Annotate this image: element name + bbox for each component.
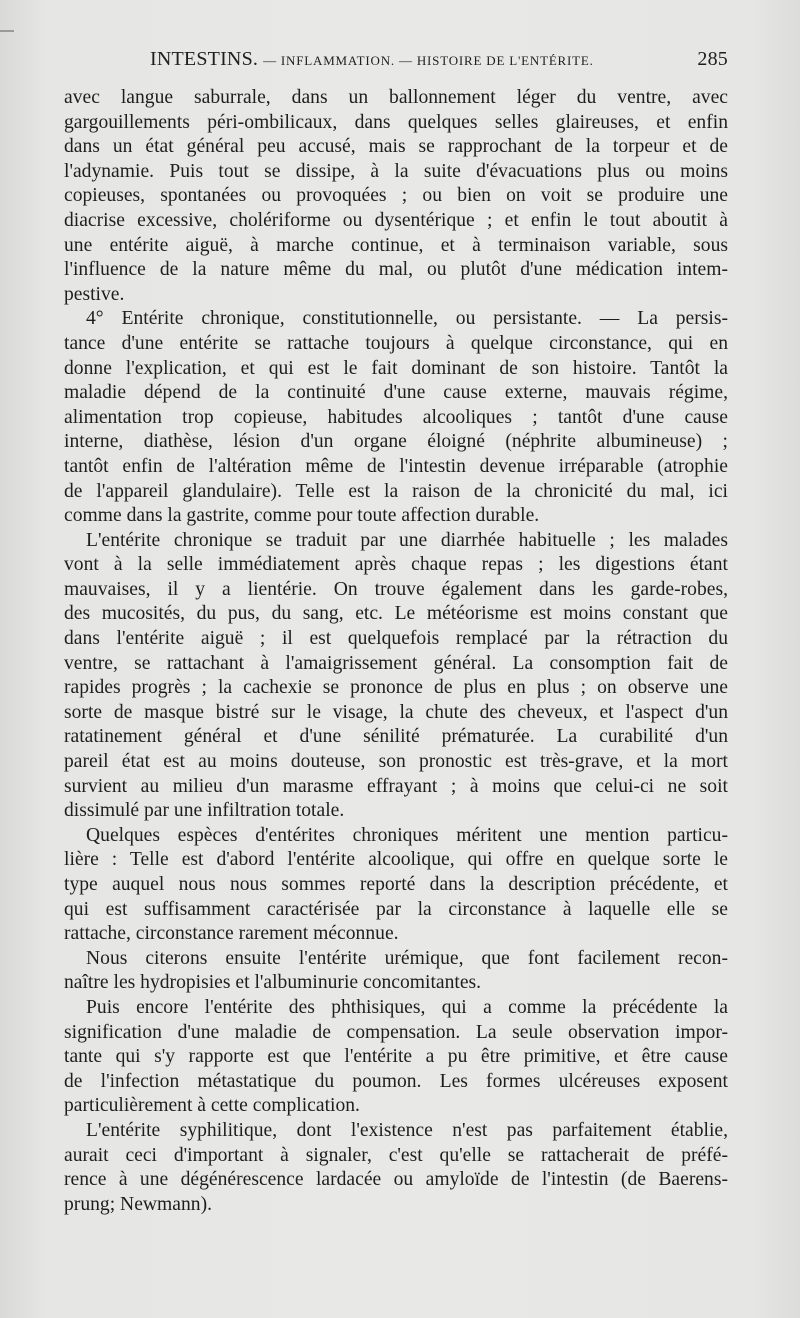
body-text xyxy=(64,86,728,1217)
text-line: copieuses, spontanées ou provoquées ; ou bien on voit se produire une xyxy=(64,185,728,207)
running-title-rest: — INFLAMMATION. — HISTOIRE DE L'ENTÉRITE. xyxy=(263,53,594,68)
text-line: type auquel nous nous sommes reporté dans la description précédente, et xyxy=(64,874,728,895)
text-line: survient au milieu d'un marasme effrayant ; à moins que celui-ci ne soit xyxy=(64,775,728,797)
text-line: interne, diathèse, lésion d'un organe éloigné (néphrite albumineuse) ; xyxy=(64,431,728,453)
running-title-main: INTESTINS. xyxy=(150,48,259,70)
text-line: rapides progrès ; la cachexie se prononce de plus en plus ; on observe une xyxy=(64,677,728,699)
text-line: des mucosités, du pus, du sang, etc. Le météorisme est moins constant que xyxy=(64,603,728,625)
text-line: mauvaises, il y a lientérie. On trouve également dans les garde-robes, xyxy=(64,578,728,600)
running-title xyxy=(150,48,594,71)
text-line: tantôt enfin de l'altération même de l'intestin devenue irréparable (atrophie xyxy=(64,455,728,477)
text-line: gargouillements péri-ombilicaux, dans quelques selles glaireuses, et enfin xyxy=(64,111,728,133)
text-line: rattache, circonstance rarement méconnue. xyxy=(64,923,399,945)
text-line: pestive. xyxy=(64,283,125,305)
text-line: l'adynamie. Puis tout se dissipe, à la suite d'évacuations plus ou moins xyxy=(64,160,728,182)
text-line: diacrise excessive, cholériforme ou dysentérique ; et enfin le tout aboutit à xyxy=(64,209,728,231)
section-heading-line: 4° Entérite chronique, constitutionnelle, ou persistante. — La persis- xyxy=(86,308,728,330)
text-line: L'entérite chronique se traduit par une diarrhée habituelle ; les malades xyxy=(86,529,728,551)
text-line: donne l'explication, et qui est le fait dominant de son histoire. Tantôt la xyxy=(64,357,728,379)
text-line: particulièrement à cette complication. xyxy=(64,1095,360,1117)
text-line: L'entérite syphilitique, dont l'existence n'est pas parfaitement établie, xyxy=(86,1119,728,1141)
text-line: comme dans la gastrite, comme pour toute affection durable. xyxy=(64,505,540,527)
text-line: prung; Newmann). xyxy=(64,1193,213,1215)
text-line: Nous citerons ensuite l'entérite urémique, que font facilement recon- xyxy=(86,947,728,969)
text-line: vont à la selle immédiatement après chaque repas ; les digestions étant xyxy=(64,554,728,576)
text-line: l'influence de la nature même du mal, ou plutôt d'une médication intem- xyxy=(64,259,728,281)
text-line: signification d'une maladie de compensation. La seule observation impor- xyxy=(64,1021,728,1043)
text-line: alimentation trop copieuse, habitudes alcooliques ; tantôt d'une cause xyxy=(64,406,728,428)
text-line: rence à une dégénérescence lardacée ou amyloïde de l'intestin (de Baerens- xyxy=(64,1169,728,1191)
text-line: avec langue saburrale, dans un ballonnement léger du ventre, avec xyxy=(64,87,728,108)
text-line: pareil état est au moins douteuse, son pronostic est très-grave, et la mort xyxy=(64,751,728,773)
text-line: Quelques espèces d'entérites chroniques méritent une mention particu- xyxy=(86,824,728,846)
text-line: naître les hydropisies et l'albuminurie concomitantes. xyxy=(64,972,482,994)
text-line: ratatinement général et d'une sénilité prématurée. La curabilité d'un xyxy=(64,726,728,748)
text-line: Puis encore l'entérite des phthisiques, qui a comme la précédente la xyxy=(86,996,728,1018)
text-line: maladie dépend de la continuité d'une cause externe, mauvais régime, xyxy=(64,382,728,404)
text-line: dans un état général peu accusé, mais se rapprochant de la torpeur et de xyxy=(64,136,728,158)
text-line: sorte de masque bistré sur le visage, la chute des cheveux, et l'aspect d'un xyxy=(64,701,728,723)
text-line: tance d'une entérite se rattache toujours à quelque circonstance, qui en xyxy=(64,332,728,354)
running-header xyxy=(150,48,728,74)
text-line: une entérite aiguë, à marche continue, et à terminaison variable, sous xyxy=(64,234,728,256)
page-edge-mark xyxy=(0,30,14,32)
text-line: dissimulé par une infiltration totale. xyxy=(64,800,345,822)
text-line: de l'appareil glandulaire). Telle est la raison de la chronicité du mal, ici xyxy=(64,480,728,502)
text-line: ventre, se rattachant à l'amaigrissement général. La consomption fait de xyxy=(64,652,728,674)
text-line: lière : Telle est d'abord l'entérite alcoolique, qui offre en quelque sorte le xyxy=(64,849,728,871)
page-number: 285 xyxy=(697,48,728,70)
text-line: dans l'entérite aiguë ; il est quelquefois remplacé par la rétraction du xyxy=(64,628,728,650)
text-line: aurait ceci d'important à signaler, c'est qu'elle se rattacherait de préfé- xyxy=(64,1144,728,1166)
text-line: de l'infection métastatique du poumon. Les formes ulcéreuses exposent xyxy=(64,1070,728,1092)
text-line: tante qui s'y rapporte est que l'entérite a pu être primitive, et être cause xyxy=(64,1046,728,1068)
text-line: qui est suffisamment caractérisée par la circonstance à laquelle elle se xyxy=(64,898,728,920)
